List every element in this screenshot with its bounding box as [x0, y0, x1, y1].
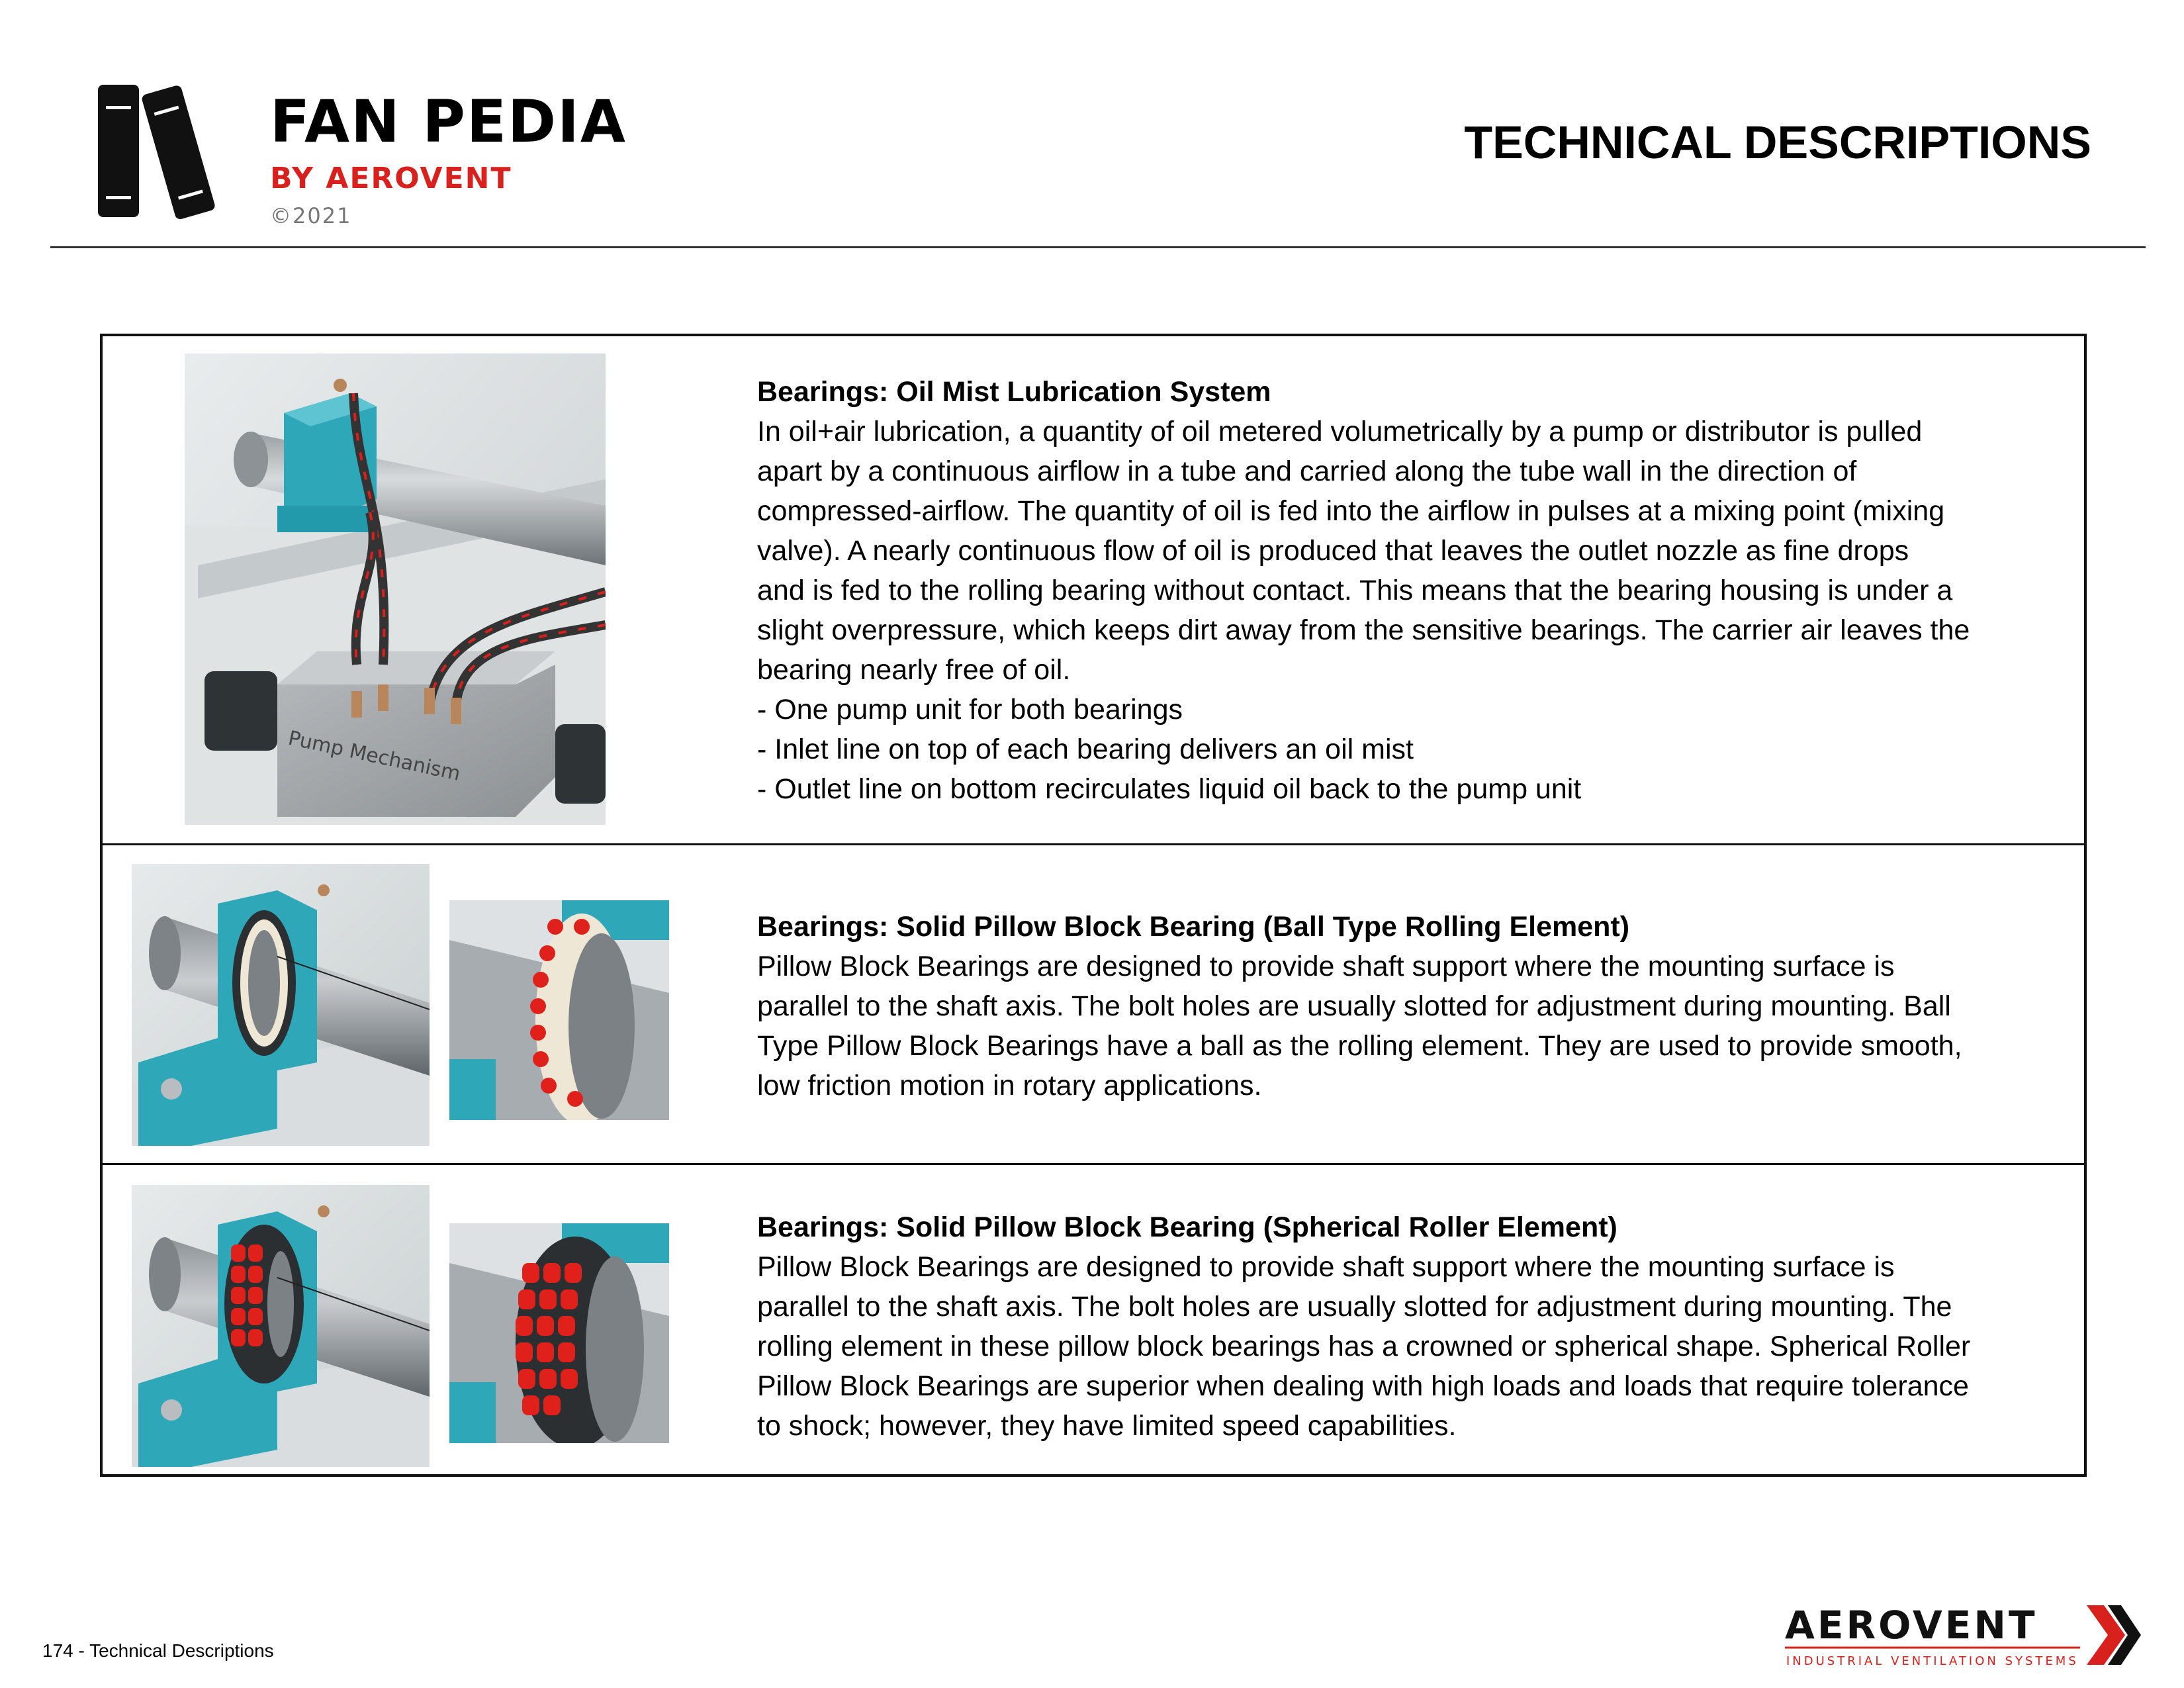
- aerovent-tagline: INDUSTRIAL VENTILATION SYSTEMS: [1786, 1654, 2079, 1668]
- body-line: parallel to the shaft axis. The bolt holes are usually slotted for adjustment during mounting. The: [757, 1291, 1952, 1323]
- body-line: compressed-airflow. The quantity of oil is fed into the airflow in pulses at a mixing point (mixing: [757, 495, 1945, 527]
- body-line: slight overpressure, which keeps dirt away from the sensitive bearings. The carrier air leaves the: [757, 614, 1970, 646]
- body-line: In oil+air lubrication, a quantity of oil metered volumetrically by a pump or distributor is pulled: [757, 416, 1923, 447]
- body-line: bearing nearly free of oil.: [757, 654, 1071, 686]
- section-divider-1: [100, 843, 2087, 845]
- body-line: Pillow Block Bearings are designed to provide shaft support where the mounting surface is: [757, 1251, 1895, 1283]
- body-line: apart by a continuous airflow in a tube and carried along the tube wall in the direction of: [757, 455, 1857, 487]
- aerovent-wordmark: AEROVENT: [1785, 1603, 2038, 1648]
- section-divider-2: [100, 1163, 2087, 1165]
- by-aerovent-label: BY AEROVENT: [270, 162, 512, 195]
- fanpedia-books-logo: [93, 78, 238, 224]
- ball-bearing-overview-image: [132, 864, 430, 1146]
- fanpedia-wordmark: FAN PEDIA: [270, 87, 627, 156]
- body-line: parallel to the shaft axis. The bolt holes are usually slotted for adjustment during mounting. Ball: [757, 990, 1951, 1022]
- body-line: to shock; however, they have limited speed capabilities.: [757, 1410, 1457, 1442]
- section-oil-mist-title: Bearings: Oil Mist Lubrication System: [757, 376, 1271, 408]
- section-spherical-roller-text: [757, 1207, 2068, 1446]
- body-line: valve). A nearly continuous flow of oil is produced that leaves the outlet nozzle as fine drops: [757, 535, 1909, 567]
- oil-mist-system-image: [185, 353, 606, 825]
- ball-bearing-closeup-image: [449, 900, 669, 1120]
- section-ball-bearing-title: Bearings: Solid Pillow Block Bearing (Ball Type Rolling Element): [757, 911, 1630, 943]
- body-line: Pillow Block Bearings are designed to provide shaft support where the mounting surface is: [757, 951, 1895, 982]
- section-oil-mist-text: [757, 372, 2068, 809]
- spherical-roller-overview-image: [132, 1185, 430, 1467]
- bullet-item: - Inlet line on top of each bearing delivers an oil mist: [757, 733, 1414, 765]
- section-spherical-roller-title: Bearings: Solid Pillow Block Bearing (Spherical Roller Element): [757, 1211, 1617, 1243]
- page-title: TECHNICAL DESCRIPTIONS: [1464, 117, 2091, 168]
- section-ball-bearing-text: [757, 907, 2068, 1105]
- body-line: low friction motion in rotary applications.: [757, 1070, 1262, 1102]
- spherical-roller-closeup-image: [449, 1223, 669, 1443]
- body-line: Type Pillow Block Bearings have a ball as the rolling element. They are used to provide smooth,: [757, 1030, 1962, 1062]
- page-number-label: 174 - Technical Descriptions: [42, 1640, 274, 1661]
- pump-mechanism-label: Pump Mechanism: [286, 726, 463, 786]
- copyright-label: ©2021: [270, 203, 352, 228]
- body-line: rolling element in these pillow block bearings has a crowned or spherical shape. Spherical Roller: [757, 1331, 1971, 1362]
- body-line: Pillow Block Bearings are superior when dealing with high loads and loads that require tolerance: [757, 1370, 1969, 1402]
- bullet-item: - One pump unit for both bearings: [757, 694, 1183, 726]
- bullet-item: - Outlet line on bottom recirculates liquid oil back to the pump unit: [757, 773, 1582, 805]
- header-divider: [50, 246, 2146, 248]
- body-line: and is fed to the rolling bearing without contact. This means that the bearing housing is under a: [757, 575, 1953, 606]
- aerovent-logo: [1784, 1599, 2141, 1671]
